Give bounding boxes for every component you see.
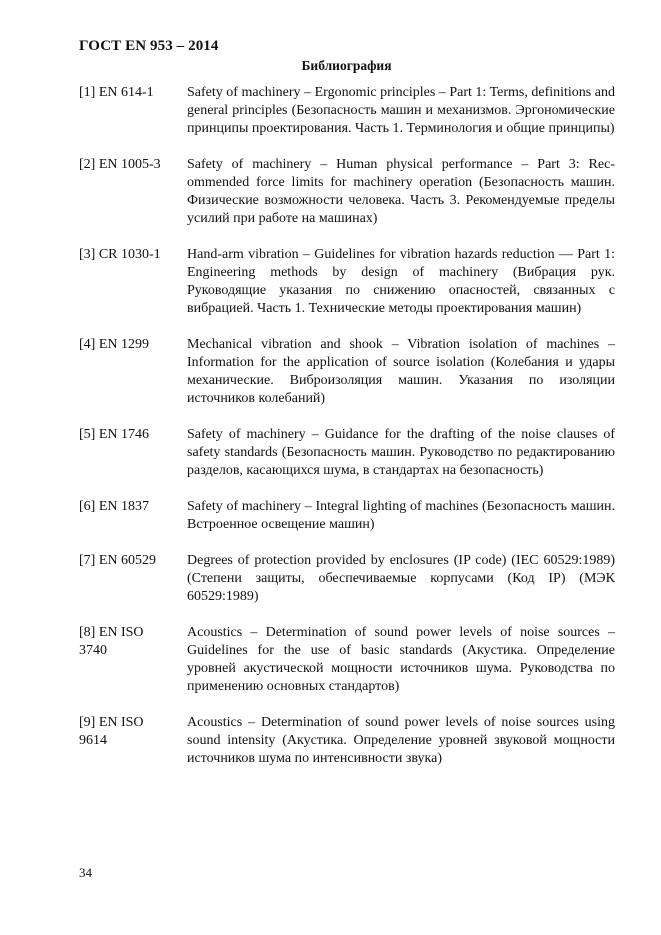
entry-reference: [8] EN ISO 3740 (79, 625, 144, 658)
bibliography-entry (79, 246, 615, 318)
bibliography-entry (79, 156, 615, 228)
entry-reference: [2] EN 1005-3 (79, 157, 161, 172)
entry-reference: [7] EN 60529 (79, 553, 156, 568)
bibliography-title: Библиография (301, 58, 392, 73)
bibliography-entry (79, 552, 615, 606)
entry-description: Safety of machinery – Guidance for the drafting of the noise clauses of safety standards (Безопасность машин. Руководство по редактированию разделов, касающихся шума, в стандартах на безопасность) (187, 427, 615, 478)
bibliography-entry (79, 84, 615, 138)
entry-reference: [3] CR 1030-1 (79, 247, 161, 262)
entry-reference: [4] EN 1299 (79, 337, 149, 352)
entry-reference: [9] EN ISO 9614 (79, 715, 144, 748)
entry-description: Acoustics – Determination of sound power levels of noise sources using sound intensity (Акустика. Определение уровней звуковой мощности источников шума по интенсивности звука) (187, 715, 615, 766)
entry-description: Safety of machinery – Integral lighting of machines (Безопасность машин. Встроенное освещение машин) (187, 499, 615, 532)
entry-description: Mechanical vibration and shook – Vibration isolation of machines – Information for the application of source isolation (Колебания и удары механические. Виброизоляция машин. Указания по изоляции источников колебаний) (187, 337, 615, 406)
entry-reference: [6] EN 1837 (79, 499, 149, 514)
entry-description: Hand-arm vibration – Guidelines for vibration hazards reduction — Part 1: Engineering methods by design of machinery (Вибрация рук. Руководящие указания по снижению опасностей, связанных с вибрацией. Часть 1. Технические методы проектирования машин) (187, 247, 615, 316)
entry-reference: [5] EN 1746 (79, 427, 149, 442)
bibliography-entry (79, 714, 615, 768)
entry-description: Acoustics – Determination of sound power levels of noise sources – Guidelines for the use of basic standards (Акустика. Определение уровней акустической мощности источников шума. Руководства по применению основных стандартов) (187, 625, 615, 694)
entry-description: Degrees of protection provided by enclosures (IP code) (IEC 60529:1989) (Степени защиты, обеспечиваемые корпусами (Код IP) (МЭК 60529:1989) (187, 553, 615, 604)
page-number: 34 (79, 865, 92, 880)
bibliography-entry (79, 336, 615, 408)
entry-reference: [1] EN 614-1 (79, 85, 154, 100)
entry-description: Safety of machinery – Human physical performance – Part 3: Recommended force limits for machinery operation (Безопасность машин. Физические возможности человека. Часть 3. Рекомендуемые пределы усилий при работе на машинах) (187, 157, 615, 226)
bibliography-entry (79, 624, 615, 696)
standard-header: ГОСТ EN 953 – 2014 (79, 38, 219, 54)
bibliography-entry (79, 426, 615, 480)
entry-description: Safety of machinery – Ergonomic principles – Part 1: Terms, definitions and general principles (Безопасность машин и механизмов. Эргономические принципы проектирования. Часть 1. Терминология и общие принципы) (187, 85, 615, 136)
bibliography-list (79, 84, 615, 786)
bibliography-entry (79, 498, 615, 534)
